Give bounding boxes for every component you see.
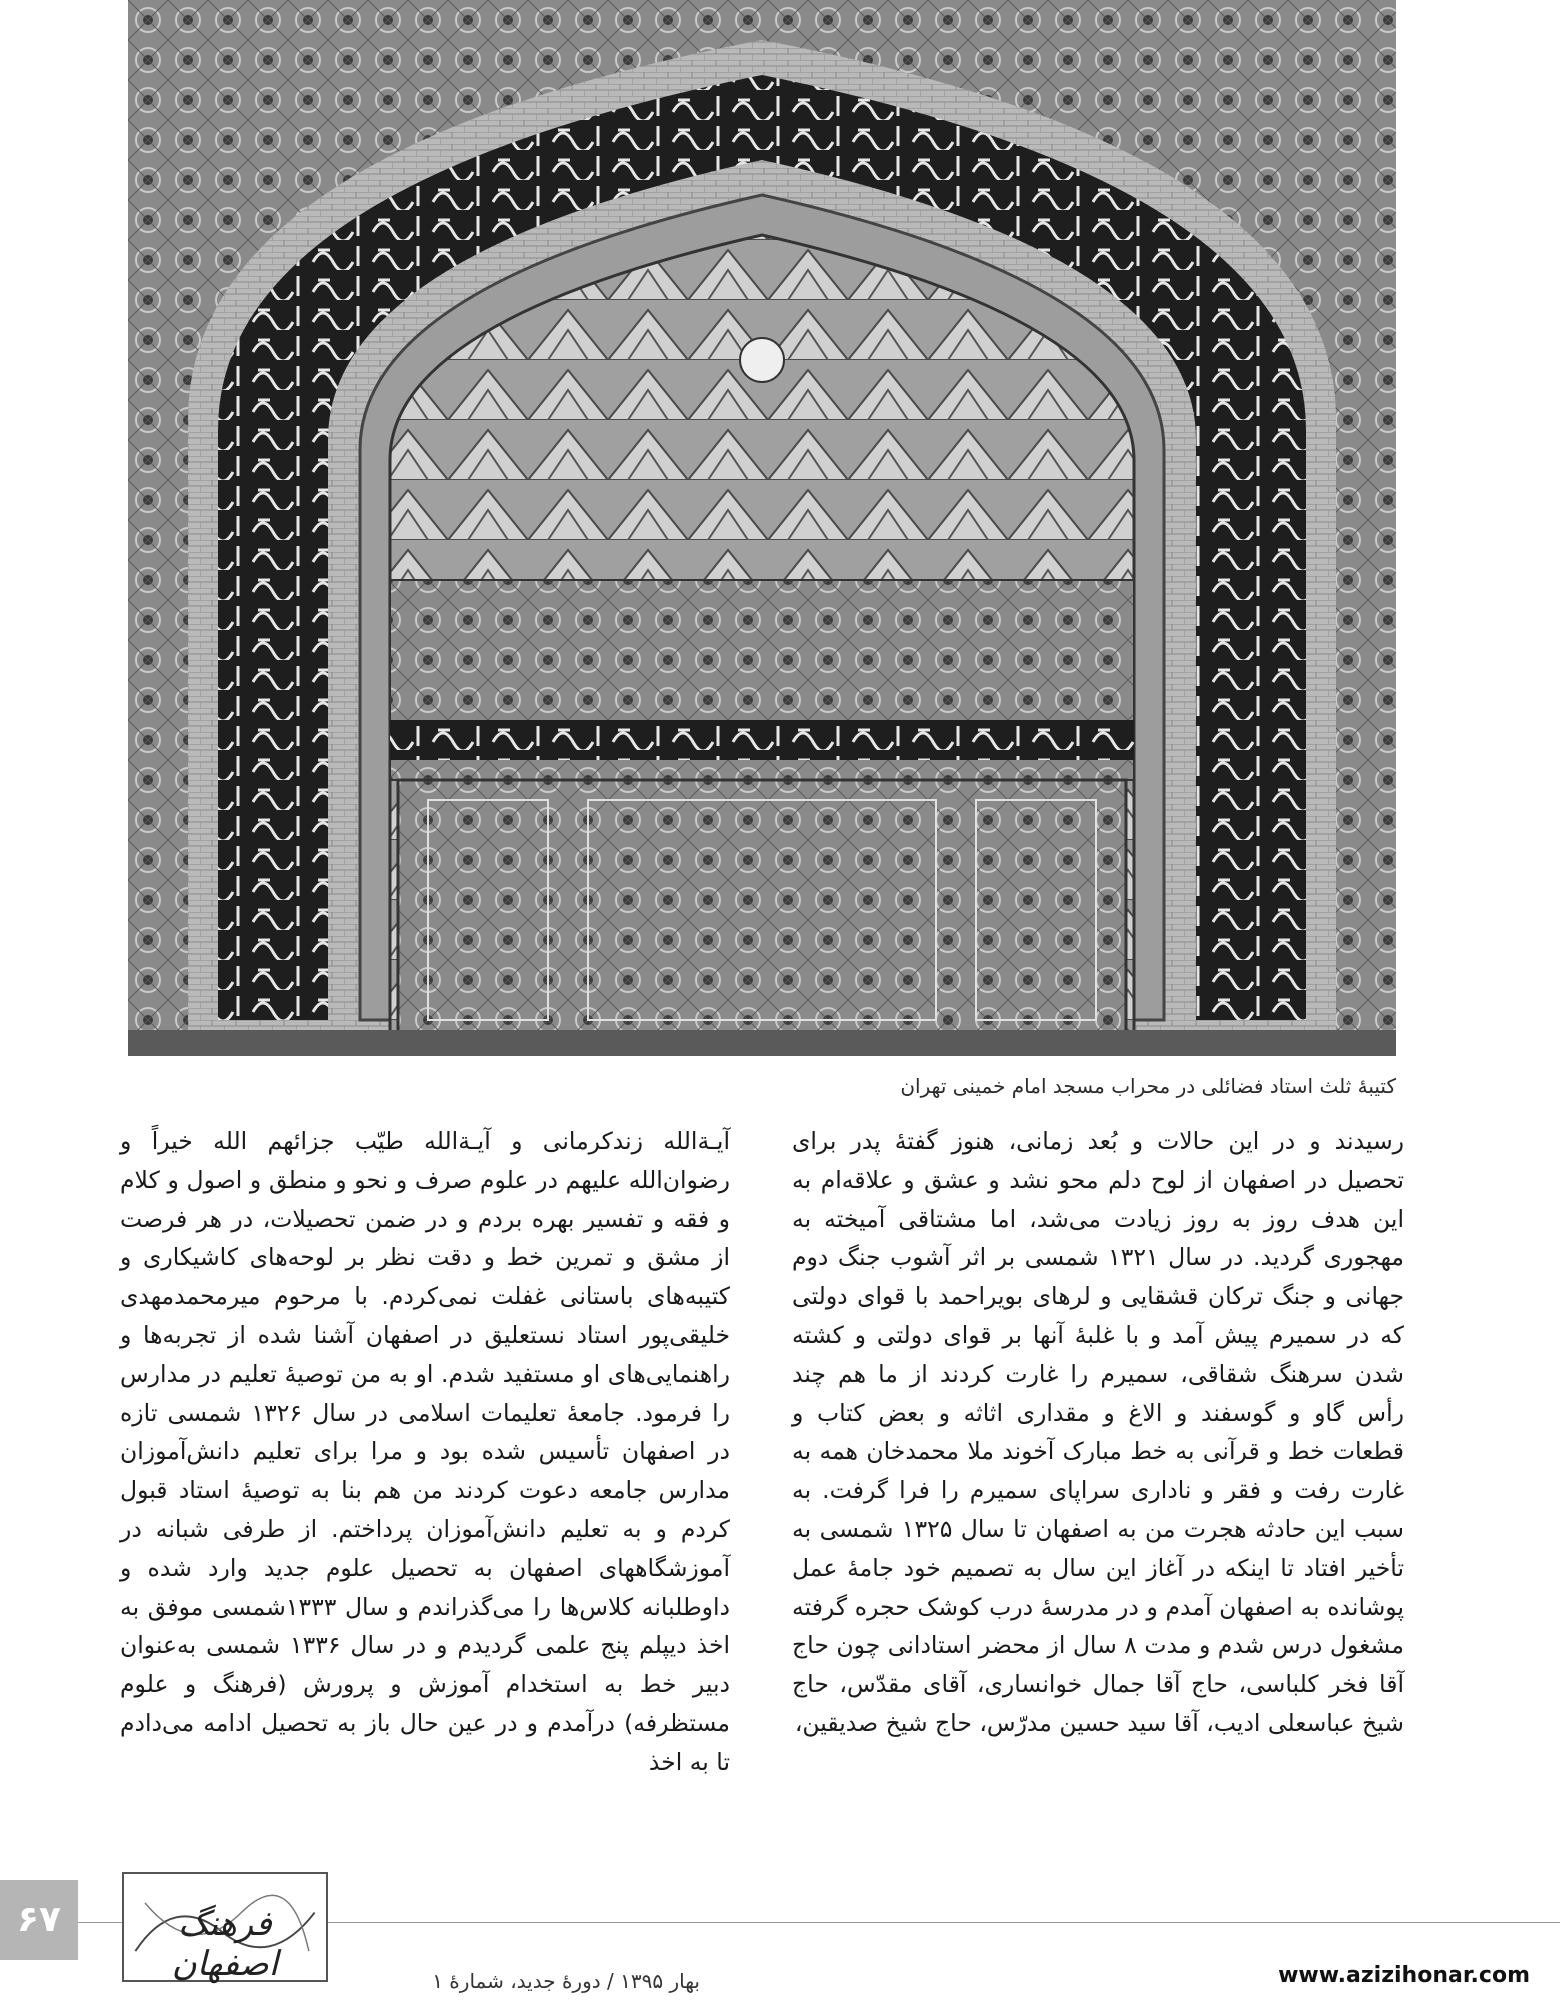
article-column-left [120, 1122, 730, 1822]
mihrab-illustration [128, 0, 1396, 1056]
page-number: ۶۷ [0, 1880, 78, 1960]
issue-info: بهار ۱۳۹۵ / دورۀ جدید، شمارۀ ۱ [432, 1969, 700, 1993]
paragraph: رسیدند و در این حالات و بُعد زمانی، هنوز گفتۀ پدر برای تحصیل در اصفهان از لوح دلم محو نشد و عشق و علاقه‌ام به این هدف روز به روز زیادت می‌شد، اما مشتاقی آمیخته به مهجوری گردید. در سال ۱۳۲۱ شمسی بر اثر آشوب جنگ دوم جهانی و جنگ ترکان قشقایی و لرهای بویراحمد با قوای دولتی که در سمیرم پیش آمد و با غلبۀ آنها بر قوای دولتی و کشته شدن سرهنگ شقاقی، سمیرم را غارت کردند از ما هم چند رأس گاو و گوسفند و الاغ و مقداری اثاثه و بعض کتاب و قطعات خط و قرآنی به خط مبارک آخوند ملا محمدخان همه به غارت رفت و فقر و ناداری سراپای سمیرم را فرا گرفت. به سبب این حادثه هجرت من به اصفهان تا سال ۱۳۲۵ شمسی به تأخیر افتاد تا اینکه در آغاز این سال به تصمیم خود جامۀ عمل پوشانده به اصفهان آمدم و در مدرسۀ درب کوشک حجره گرفته مشغول درس شدم و مدت ۸ سال از محضر استادانی چون حاج آقا فخر کلباسی، حاج آقا جمال خوانساری، آقای مقدّس، حاج شیخ عباسعلی ادیب، آقا سید حسین مدرّس، حاج شیخ صدیقین، [792, 1127, 1404, 1737]
website-url[interactable]: www.azizihonar.com [1278, 1963, 1530, 1988]
mihrab-photo [128, 0, 1396, 1056]
article-column-right [792, 1122, 1404, 1822]
logo-text: فرهنگ اصفهان [171, 1904, 279, 1984]
photo-caption: کتیبۀ ثلث استاد فضائلی در محراب مسجد امام خمینی تهران [900, 1074, 1396, 1098]
paragraph: آیـةالله زندکرمانی و آیـةالله طیّب جزائهم الله خیراً و رضوان‌الله علیهم در علوم صرف و نحو و منطق و اصول و کلام و فقه و تفسیر بهره بردم و در ضمن تحصیلات، در هر فرصت از مشق و تمرین خط و دقت نظر بر لوحه‌های کاشیکاری و کتیبه‌های باستانی غفلت نمی‌کردم. با مرحوم میرمحمدمهدی خلیقی‌پور استاد نستعلیق در اصفهان آشنا شده از تجربه‌ها و راهنمایی‌های او مستفید شدم. او به من توصیۀ تعلیم در مدارس را فرمود. جامعۀ تعلیمات اسلامی در سال ۱۳۲۶ شمسی تازه در اصفهان تأسیس شده بود و مرا برای تعلیم دانش‌آموزان مدارس جامعه دعوت کردند من هم بنا به توصیۀ استاد قبول کردم و به تعلیم دانش‌آموزان پرداختم. از طرفی شبانه در آموزشگاههای اصفهان به تحصیل علوم جدید وارد شده و داوطلبانه کلاس‌ها را می‌گذراندم و سال ۱۳۳۳شمسی موفق به اخذ دیپلم پنج علمی گردیدم و در سال ۱۳۳۶ شمسی به‌عنوان دبیر خط به استخدام آموزش و پرورش (فرهنگ و علوم مستظرفه) درآمدم و در عین حال باز به تحصیل ادامه می‌دادم تا به اخذ [120, 1127, 731, 1776]
magazine-logo [122, 1872, 328, 1982]
